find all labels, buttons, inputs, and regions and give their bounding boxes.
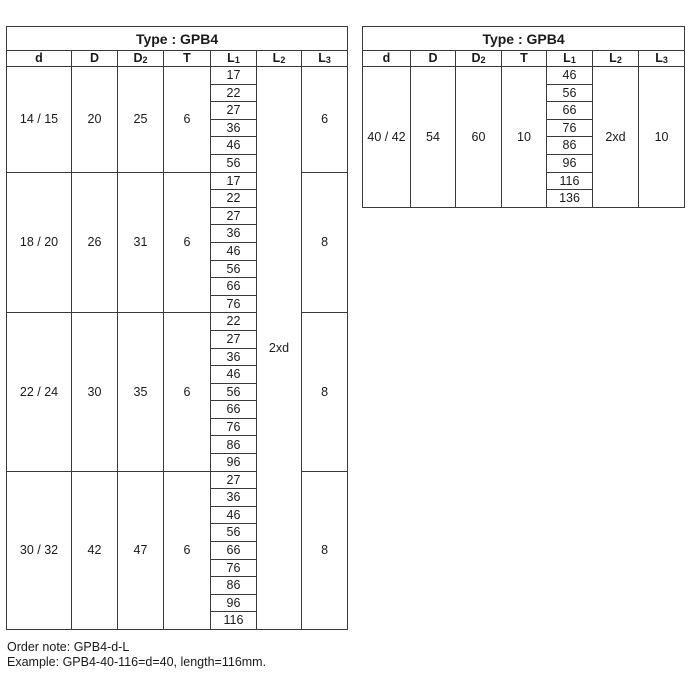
cell-L1: 86 — [211, 577, 257, 595]
cell-D2: 60 — [456, 67, 502, 208]
col-header-L1: $L_1$ — [211, 51, 257, 67]
cell-L1: 17 — [211, 67, 257, 85]
cell-d: 18 / 20 — [7, 172, 72, 313]
order-notes — [7, 640, 266, 670]
order-note: Order note: GPB4-d-L — [7, 640, 130, 654]
cell-D2: 47 — [118, 471, 164, 629]
cell-L1: 17 — [211, 172, 257, 190]
col-header-T: T — [502, 51, 547, 67]
spec-table-left — [6, 26, 348, 630]
cell-L1: 66 — [211, 278, 257, 296]
header-row — [363, 51, 685, 67]
col-header-d: d — [363, 51, 411, 67]
cell-L1: 22 — [211, 190, 257, 208]
header-row — [7, 51, 348, 67]
col-header-D: D — [72, 51, 118, 67]
cell-L2: 2xd — [257, 67, 302, 630]
col-header-L2: $L_2$ — [257, 51, 302, 67]
col-header-d: d — [7, 51, 72, 67]
col-header-L3: $L_3$ — [302, 51, 348, 67]
cell-L1: 36 — [211, 489, 257, 507]
col-header-D: D — [411, 51, 456, 67]
cell-L1: 46 — [211, 137, 257, 155]
cell-L3: 8 — [302, 172, 348, 313]
table-row — [7, 67, 348, 85]
cell-d: 40 / 42 — [363, 67, 411, 208]
cell-L1: 36 — [211, 225, 257, 243]
col-header-L1: $L_1$ — [547, 51, 593, 67]
cell-D: 30 — [72, 313, 118, 471]
cell-L1: 46 — [211, 366, 257, 384]
col-header-L3: $L_3$ — [639, 51, 685, 67]
cell-T: 6 — [164, 172, 211, 313]
cell-L1: 86 — [211, 436, 257, 454]
table-row — [363, 67, 685, 85]
cell-D2: 25 — [118, 67, 164, 173]
spec-table-right — [362, 26, 685, 208]
cell-D: 54 — [411, 67, 456, 208]
cell-L3: 6 — [302, 67, 348, 173]
cell-L1: 56 — [547, 84, 593, 102]
order-example: Example: GPB4-40-116=d=40, length=116mm. — [7, 655, 267, 669]
cell-L1: 27 — [211, 471, 257, 489]
cell-d: 30 / 32 — [7, 471, 72, 629]
cell-T: 10 — [502, 67, 547, 208]
cell-L1: 46 — [211, 242, 257, 260]
cell-L1: 66 — [547, 102, 593, 120]
col-header-T: T — [164, 51, 211, 67]
cell-L3: 8 — [302, 471, 348, 629]
cell-L3: 8 — [302, 313, 348, 471]
cell-L1: 136 — [547, 190, 593, 208]
cell-L1: 116 — [547, 172, 593, 190]
table-body — [363, 67, 685, 208]
cell-d: 22 / 24 — [7, 313, 72, 471]
table-title: Type : GPB4 — [363, 27, 685, 51]
cell-L1: 46 — [547, 67, 593, 85]
cell-L1: 86 — [547, 137, 593, 155]
cell-L1: 76 — [211, 295, 257, 313]
cell-L1: 27 — [211, 207, 257, 225]
cell-L1: 96 — [547, 154, 593, 172]
cell-L1: 56 — [211, 383, 257, 401]
cell-L1: 27 — [211, 330, 257, 348]
table-body — [7, 67, 348, 630]
cell-L1: 96 — [211, 594, 257, 612]
cell-L1: 22 — [211, 313, 257, 331]
cell-L1: 22 — [211, 84, 257, 102]
cell-L1: 36 — [211, 119, 257, 137]
col-header-D2: $D_2$ — [118, 51, 164, 67]
cell-L1: 96 — [211, 454, 257, 472]
cell-L1: 56 — [211, 524, 257, 542]
cell-L3: 10 — [639, 67, 685, 208]
cell-L1: 36 — [211, 348, 257, 366]
cell-L1: 76 — [547, 119, 593, 137]
cell-L1: 46 — [211, 506, 257, 524]
cell-D2: 31 — [118, 172, 164, 313]
cell-D: 42 — [72, 471, 118, 629]
cell-L1: 66 — [211, 542, 257, 560]
cell-L1: 56 — [211, 154, 257, 172]
cell-D2: 35 — [118, 313, 164, 471]
cell-L1: 116 — [211, 612, 257, 630]
col-header-L2: $L_2$ — [593, 51, 639, 67]
cell-D: 20 — [72, 67, 118, 173]
cell-L1: 76 — [211, 418, 257, 436]
cell-L1: 66 — [211, 401, 257, 419]
cell-L1: 27 — [211, 102, 257, 120]
cell-D: 26 — [72, 172, 118, 313]
cell-d: 14 / 15 — [7, 67, 72, 173]
cell-L2: 2xd — [593, 67, 639, 208]
cell-T: 6 — [164, 67, 211, 173]
cell-L1: 76 — [211, 559, 257, 577]
col-header-D2: $D_2$ — [456, 51, 502, 67]
table-title: Type : GPB4 — [7, 27, 348, 51]
cell-T: 6 — [164, 471, 211, 629]
cell-L1: 56 — [211, 260, 257, 278]
cell-T: 6 — [164, 313, 211, 471]
